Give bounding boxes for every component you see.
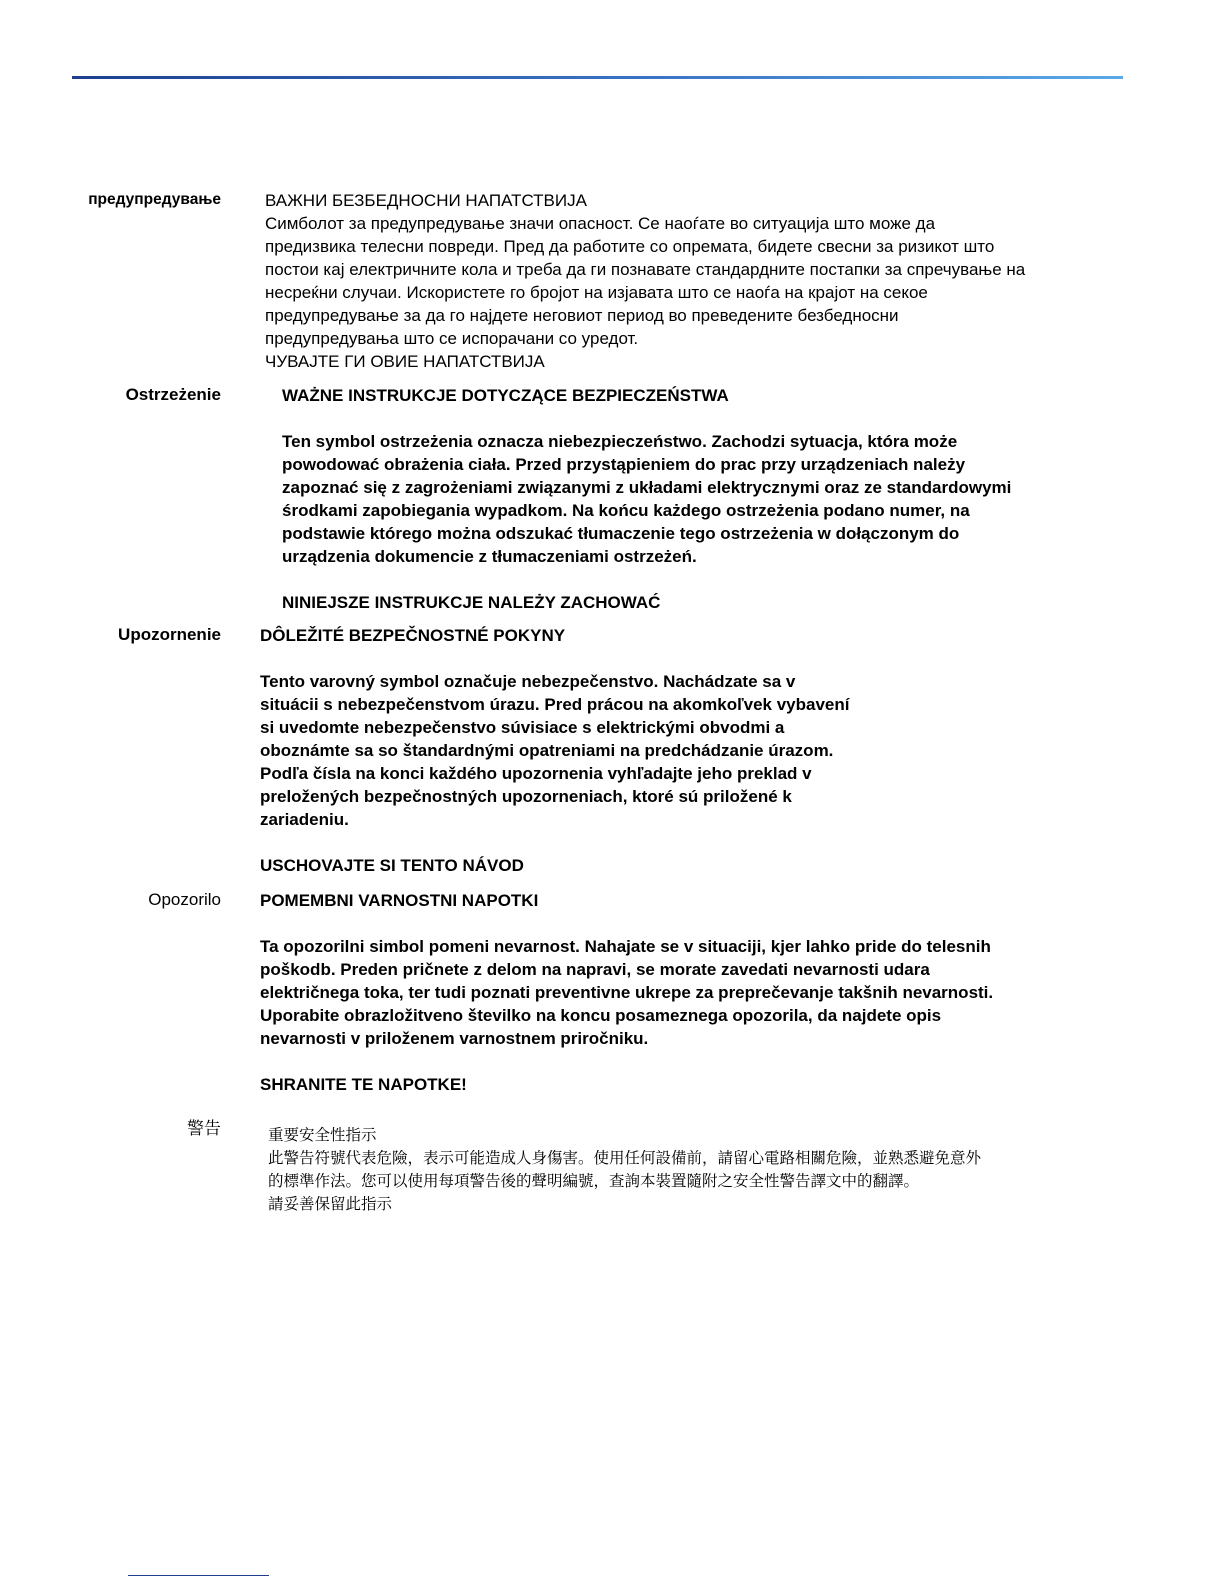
warning-title: DÔLEŽITÉ BEZPEČNOSTNÉ POKYNY — [260, 626, 566, 645]
warning-line: nevarnosti v priloženem varnostnem priročniku. — [260, 1029, 649, 1048]
warning-line: poškodb. Preden pričnete z delom na napravi, se morate zavedati nevarnosti udara — [260, 960, 930, 979]
warning-line: oboznámte sa so štandardnými opatreniami na predchádzanie úrazom. — [260, 741, 834, 760]
warning-line: 此警告符號代表危險，表示可能造成人身傷害。使用任何設備前，請留心電路相關危險，並熟悉避免意外 — [268, 1150, 982, 1167]
warning-body — [260, 624, 940, 877]
warning-label: 警告 — [187, 1119, 221, 1138]
warning-title: WAŻNE INSTRUKCJE DOTYCZĄCE BEZPIECZEŃSTWA — [282, 386, 729, 405]
warning-line: постои кај електричните кола и треба да ги познавате стандардните постапки за спречување на — [265, 260, 1026, 279]
warning-line: zapoznać się z zagrożeniami związanymi z układami elektrycznymi oraz ze standardowymi — [282, 478, 1012, 497]
warning-line: podstawie którego można odszukać tłumaczenie tego ostrzeżenia w dołączonym do — [282, 524, 960, 543]
warning-line: Uporabite obrazložitveno številko na koncu posameznega opozorila, da najdete opis — [260, 1006, 942, 1025]
warning-line: Tento varovný symbol označuje nebezpečenstvo. Nachádzate sa v — [260, 672, 796, 691]
warning-footer: 請妥善保留此指示 — [268, 1196, 393, 1213]
warning-line: si uvedomte nebezpečenstvo súvisiace s elektrickými obvodmi a — [260, 718, 785, 737]
warning-line: несреќни случаи. Искористете го бројот на изјавата што се наоѓа на крајот на секое — [265, 283, 928, 302]
warning-line: električnega toka, ter tudi poznati preventivne ukrepe za preprečevanje takšnih nevarnosti. — [260, 983, 994, 1002]
warning-footer: USCHOVAJTE SI TENTO NÁVOD — [260, 856, 524, 875]
warning-line: Ta opozorilni simbol pomeni nevarnost. Nahajate se v situaciji, kjer lahko pride do telesnih — [260, 937, 991, 956]
warning-label: Upozornenie — [118, 625, 221, 644]
warning-line: urządzenia dokumencie z tłumaczeniami ostrzeżeń. — [282, 547, 697, 566]
warning-line: предупредување за да го најдете неговиот период во преведените безбедносни — [265, 306, 899, 325]
warning-line: środkami zapobiegania wypadkom. Na końcu każdego ostrzeżenia podano numer, na — [282, 501, 970, 520]
warning-footer: SHRANITE TE NAPOTKE! — [260, 1075, 467, 1094]
warning-footer: ЧУВАЈТЕ ГИ ОВИЕ НАПАТСТВИЈА — [265, 352, 545, 371]
warning-title: ВАЖНИ БЕЗБЕДНОСНИ НАПАТСТВИЈА — [265, 191, 587, 210]
warning-line: Podľa čísla na konci každého upozornenia vyhľadajte jeho preklad v — [260, 764, 812, 783]
footer-rule — [128, 1575, 269, 1576]
warning-line: предупредувања што се испорачани со уредот. — [265, 329, 639, 348]
warning-body — [260, 889, 1140, 1096]
warning-body — [268, 1124, 1118, 1216]
warning-title: POMEMBNI VARNOSTNI NAPOTKI — [260, 891, 539, 910]
warning-body — [265, 189, 1135, 373]
warning-label: предупредување — [88, 191, 221, 208]
warning-line: situácii s nebezpečenstvom úrazu. Pred prácou na akomkoľvek vybavení — [260, 695, 850, 714]
warning-title: 重要安全性指示 — [268, 1127, 377, 1144]
warning-label: Opozorilo — [148, 890, 221, 909]
warning-line: Симболот за предупредување значи опасност. Се наоѓате во ситуација што може да — [265, 214, 936, 233]
warning-line: zariadeniu. — [260, 810, 349, 829]
warning-line: предизвика телесни повреди. Пред да работите со опремата, бидете свесни за ризикот што — [265, 237, 995, 256]
warning-body — [282, 384, 1132, 614]
warning-line: preložených bezpečnostných upozorneniach, ktoré sú priložené k — [260, 787, 792, 806]
warning-line: powodować obrażenia ciała. Przed przystąpieniem do prac przy urządzeniach należy — [282, 455, 966, 474]
header-rule — [72, 76, 1123, 79]
warning-footer: NINIEJSZE INSTRUKCJE NALEŻY ZACHOWAĆ — [282, 593, 661, 612]
warning-line: Ten symbol ostrzeżenia oznacza niebezpieczeństwo. Zachodzi sytuacja, która może — [282, 432, 958, 451]
warning-line: 的標準作法。您可以使用每項警告後的聲明編號，查詢本裝置隨附之安全性警告譯文中的翻譯。 — [268, 1173, 920, 1190]
warning-label: Ostrzeżenie — [125, 385, 221, 404]
